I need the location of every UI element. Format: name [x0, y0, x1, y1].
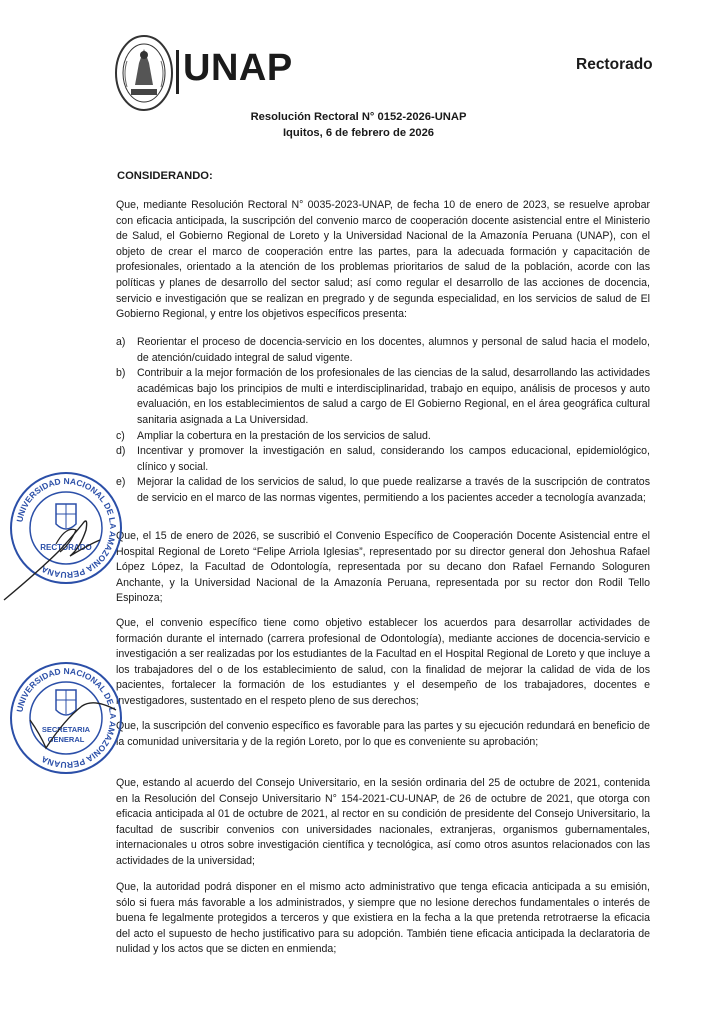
- resolution-date: Iquitos, 6 de febrero de 2026: [282, 127, 435, 139]
- brand-name: UNAP: [183, 47, 293, 89]
- paragraph-4: Que, la suscripción del convenio específico es favorable para las partes y su ejecución redundará en beneficio de la comunidad universitaria y de la región Loreto, por lo que es conveniente su aprobación;: [116, 720, 650, 748]
- paragraph-5: Que, estando al acuerdo del Consejo Universitario, en la sesión ordinaria del 25 de octubre de 2021, contenida en la Resolución del Consejo Universitario N° 154-2021-CU-UNAP, de 26 de octubre de 2021, que otorga con eficacia anticipada al 01 de octubre de 2021, al rector en su condición de presidente del Consejo Universitario, la facultad de suscribir convenios con universidades nacionales, extranjeras, organismos gubernamentales, internacionales u otros sobre investigación científica y tecnológica, así como otros asuntos relacionados con las actividades de la universidad;: [116, 777, 650, 867]
- section-title: CONSIDERANDO:: [117, 170, 213, 182]
- office-name: Rectorado: [576, 56, 653, 73]
- stamp-center-line1: SECRETARIA: [41, 725, 91, 734]
- paragraph-2: Que, el 15 de enero de 2026, se suscribió el Convenio Específico de Cooperación Docente Asistencial entre el Hospital Regional de Loreto “Felipe Arriola Iglesias”, representado por su director general don Jehoshua Rafael López López, la Facultad de Odontología, representada por su decano don Rafael Fernando Sologuren Anchante, y la Universidad Nacional de la Amazonía Peruana, representada por su rector don Rodil Tello Espinoza;: [116, 530, 650, 605]
- secretaria-signature: [20, 690, 120, 760]
- stamp-ring-text: UNIVERSIDAD NACIONAL DE LA AMAZONIA PERUANA: [14, 665, 119, 771]
- rector-signature: [0, 500, 120, 610]
- list-item: e) Mejorar la calidad de los servicios de salud, lo que puede realizarse a través de la suscripción de contratos de servicio en el marco de las normas vigentes, permitiendo a los pacientes acceder a tecnología avanzada;: [116, 476, 650, 504]
- paragraph-3: Que, el convenio específico tiene como objetivo establecer los acuerdos para desarrollar actividades de formación durante el internado (carrera profesional de Odontología), mediante acciones de docencia-servicio e investigación a ser realizadas por los estudiantes de la Facultad en el Hospital Regional de Loreto y que incluye a los trabajadores del o de los establecimiento de salud, con la finalidad de mejorar la calidad de vida de los pacientes, fortalecer la formación de los estudiantes y el desempeño de los trabajadores, docentes e investigadores, sustentado en el respeto pleno de sus derechos;: [116, 617, 650, 707]
- brand-divider: [176, 50, 179, 94]
- list-item: b) Contribuir a la mejor formación de los profesionales de las ciencias de la salud, desarrollando las actividades académicas bajo los principios de multi e interdisciplinaridad, trabajo en equipo, análisis de procesos y auto evaluación, en los establecimientos de salud a cargo de El Gobierno Regional, en el área geográfica cultural sanitaria asignada a La Universidad.: [116, 367, 650, 426]
- university-seal-icon: [113, 33, 175, 113]
- objectives-list: [116, 335, 650, 507]
- paragraph-1: Que, mediante Resolución Rectoral N° 0035-2023-UNAP, de fecha 10 de enero de 2023, se resuelve aprobar con eficacia anticipada, la suscripción del convenio marco de cooperación docente asistencial entre el Ministerio de Salud, el Gobierno Regional de Loreto y la Universidad Nacional de la Amazonía Peruana (UNAP), con el objeto de crear el marco de cooperación entre las partes, para la adecuada formación y capacitación de profesionales, orientado a la atención de los problemas prioritarios de salud de la población, acorde con las políticas y planes de desarrollo del sector salud; así como regular el desarrollo de las acciones de docencia, servicio e investigación que se realizan en pregrado y de segunda especialidad, en los servicios de salud de El Gobierno Regional, y entre los objetivos específicos presenta:: [116, 199, 650, 321]
- stamp-center-text: RECTORADO: [40, 543, 92, 552]
- stamp-ring-text: UNIVERSIDAD NACIONAL DE LA AMAZONIA PERUANA: [14, 475, 119, 581]
- list-item: c) Ampliar la cobertura en la prestación de los servicios de salud.: [116, 429, 431, 442]
- list-item: a) Reorientar el proceso de docencia-servicio en los docentes, alumnos y personal de salud hacia el modelo, de atención/cuidado integral de salud vigente.: [116, 336, 650, 364]
- stamp-center-line2: GENERAL: [47, 735, 85, 744]
- resolution-title: Resolución Rectoral N° 0152-2026-UNAP: [250, 111, 467, 123]
- list-item: d) Incentivar y promover la investigación en salud, considerando los campos educacional, epidemiológico, clínico y social.: [116, 445, 650, 473]
- paragraph-6: Que, la autoridad podrá disponer en el mismo acto administrativo que tenga eficacia anticipada a su emisión, sólo si fuera más favorable a los administrados, y siempre que no lesione derechos fundamentales o interés de buena fe legalmente protegidos a terceros y que existiera en la fecha a la que pretenda retrotraerse la eficacia del acto el supuesto de hecho justificativo para su adopción. También tiene eficacia anticipada la declaratoria de nulidad y los actos que se dicten en enmienda;: [116, 881, 650, 956]
